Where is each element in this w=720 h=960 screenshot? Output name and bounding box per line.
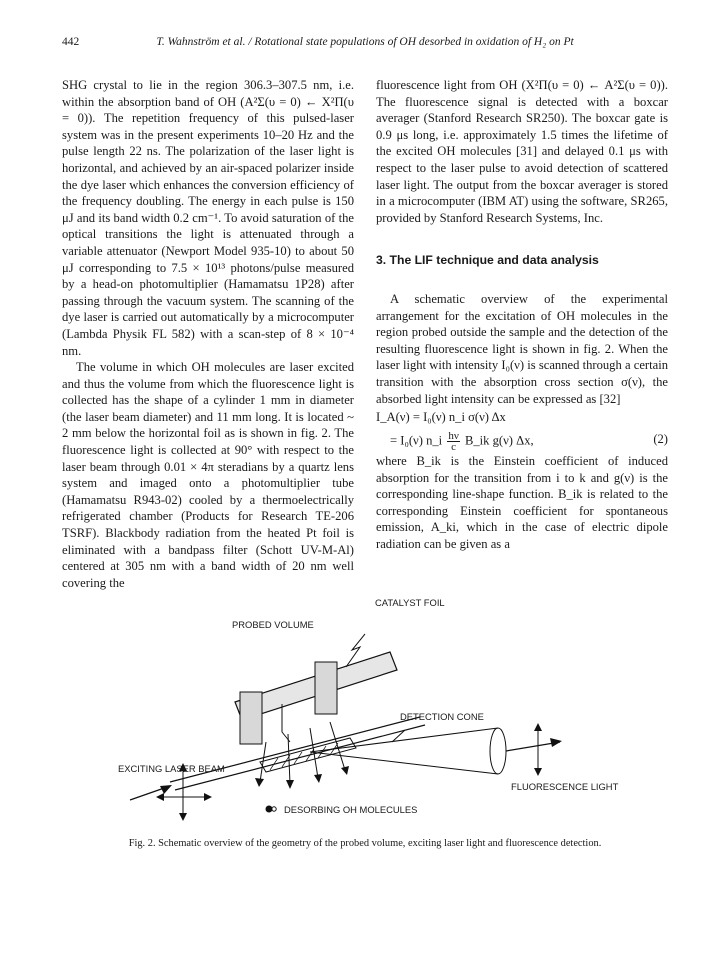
section-title: 3. The LIF technique and data analysis xyxy=(376,253,599,268)
figure-caption: Fig. 2. Schematic overview of the geometry of the probed volume, exciting laser light and fluorescence detection. xyxy=(128,838,602,849)
paragraph-laser-system: SHG crystal to lie in the region 306.3–307.5 nm, i.e. within the absorption band of OH (A²Σ(υ = 0) ← X²Π(υ = 0)). The repetition frequency of this pulsed-laser system was in the present experiments 10–20 Hz and the pulse length 22 ns. The polarization of the laser light is horizontal, and achieved by an air-spaced polarizer inside the dye laser which enhances the conversion efficiency of the frequency doubling. The energy in each pulse is 150 μJ and its band width 0.2 cm⁻¹. To avoid saturation of the optical transitions the light is attenuated through a variable attenuator (Newport Model 935-10) to about 50 μJ corresponding to 7.5 × 10¹³ photons/pulse measured by a head-on photomultiplier (Hamamatsu 1P28) after passing through the vacuum system. The scanning of the dye laser is carried out automatically by a microcomputer (Lambda Physik FL 582) with a scan-step of 8 × 10⁻⁴ nm. xyxy=(62,78,354,358)
laser-beam-bottom xyxy=(175,725,425,790)
paragraph-probed-volume: The volume in which OH molecules are laser excited and thus the volume from which the fluorescence light is collected has the shape of a cylinder 1 mm in diameter (the laser beam diameter) and 11 mm long. It is located ~ 2 mm below the horizontal foil as is shown in fig. 2. The fluorescence light is collected at 90° with respect to the laser beam through 0.01 × 4π steradians by a quartz lens system and imaged onto a photomultiplier tube (Hamamatsu R943-02) cooled by a thermoelectrically refrigerated chamber (Products for Research TE-206 TSRF). Blackbody radiation from the heated Pt foil is eliminated with a bandpass filter (Schott UV-M-Al) centered at 305 nm with a band width of 20 nm well covering the xyxy=(62,360,354,590)
label-probed-volume: PROBED VOLUME xyxy=(232,619,314,630)
foil-holder-right xyxy=(315,662,337,714)
detection-cone-aperture xyxy=(490,728,506,774)
probed-volume-leader xyxy=(282,704,290,742)
equation-fraction xyxy=(447,431,459,452)
page-header xyxy=(62,36,668,52)
fraction-numerator: hν xyxy=(448,430,459,443)
label-detection-cone: DETECTION CONE xyxy=(400,711,484,722)
label-exciting-laser-beam: EXCITING LASER BEAM xyxy=(118,763,225,774)
equation-part-pre: = I₀(ν) n_i xyxy=(390,433,443,448)
paragraph-fluorescence-detection: fluorescence light from OH (X²Π(υ = 0) ← A²Σ(υ = 0)). The fluorescence signal is detected with a boxcar averager (Stanford Research SR250). The boxcar gate is 0.9 μs long, i.e. approximately 1.5 times the lifetime of the excited OH molecules [31] and delayed 0.1 μs with respect to the laser pulse to avoid detection of scattered laser light. The output from the boxcar averager is stored in a microcomputer (IBM AT) using the software, SR265, provided by Stanford Research Systems, Inc. xyxy=(376,78,668,225)
running-title: T. Wahnström et al. / Rotational state populations of OH desorbed in oxidation of H₂ on Pt xyxy=(156,36,574,48)
equation-absorbed-intensity: I_A(ν) = I₀(ν) n_i σ(ν) Δx xyxy=(376,410,506,425)
equation-line-2 xyxy=(376,430,668,454)
paragraph-lif-overview: A schematic overview of the experimental arrangement for the excitation of OH molecules in the region probed outside the sample and the detection of the resulting fluorescence light is shown in fig. 2. When the laser light with intensity I₀(ν) is scanned through a certain transition with the absorption cross section σ(ν), the absorbed light intensity can be expressed as [32] xyxy=(376,291,668,406)
right-column xyxy=(376,77,668,553)
label-catalyst-foil: CATALYST FOIL xyxy=(375,597,445,608)
label-fluorescence-light: FLUORESCENCE LIGHT xyxy=(511,781,619,792)
page-number: 442 xyxy=(62,36,80,48)
figure-2 xyxy=(60,592,660,837)
fluorescence-arrowhead xyxy=(550,738,562,747)
laser-beam-arrowhead xyxy=(160,785,172,794)
left-column xyxy=(62,77,354,591)
fraction-denominator: c xyxy=(451,441,457,454)
equation-line-1 xyxy=(376,409,668,429)
equation-part-post: B_ik g(ν) Δx, xyxy=(464,433,534,448)
label-desorbing-oh: DESORBING OH MOLECULES xyxy=(284,804,418,815)
detection-cone-lower xyxy=(310,752,498,774)
foil-holder-left xyxy=(240,692,262,744)
paragraph-einstein-coefficients: where B_ik is the Einstein coefficient of induced absorption for the transition from i to k and g(ν) is the corresponding line-shape function. B_ik is related to the corresponding Einstein coefficient for spontaneous emission, A_ki, which in the case of electric dipole radiation can be given as a xyxy=(376,454,668,552)
geometry-diagram xyxy=(60,592,660,837)
equation-number: (2) xyxy=(653,432,668,447)
